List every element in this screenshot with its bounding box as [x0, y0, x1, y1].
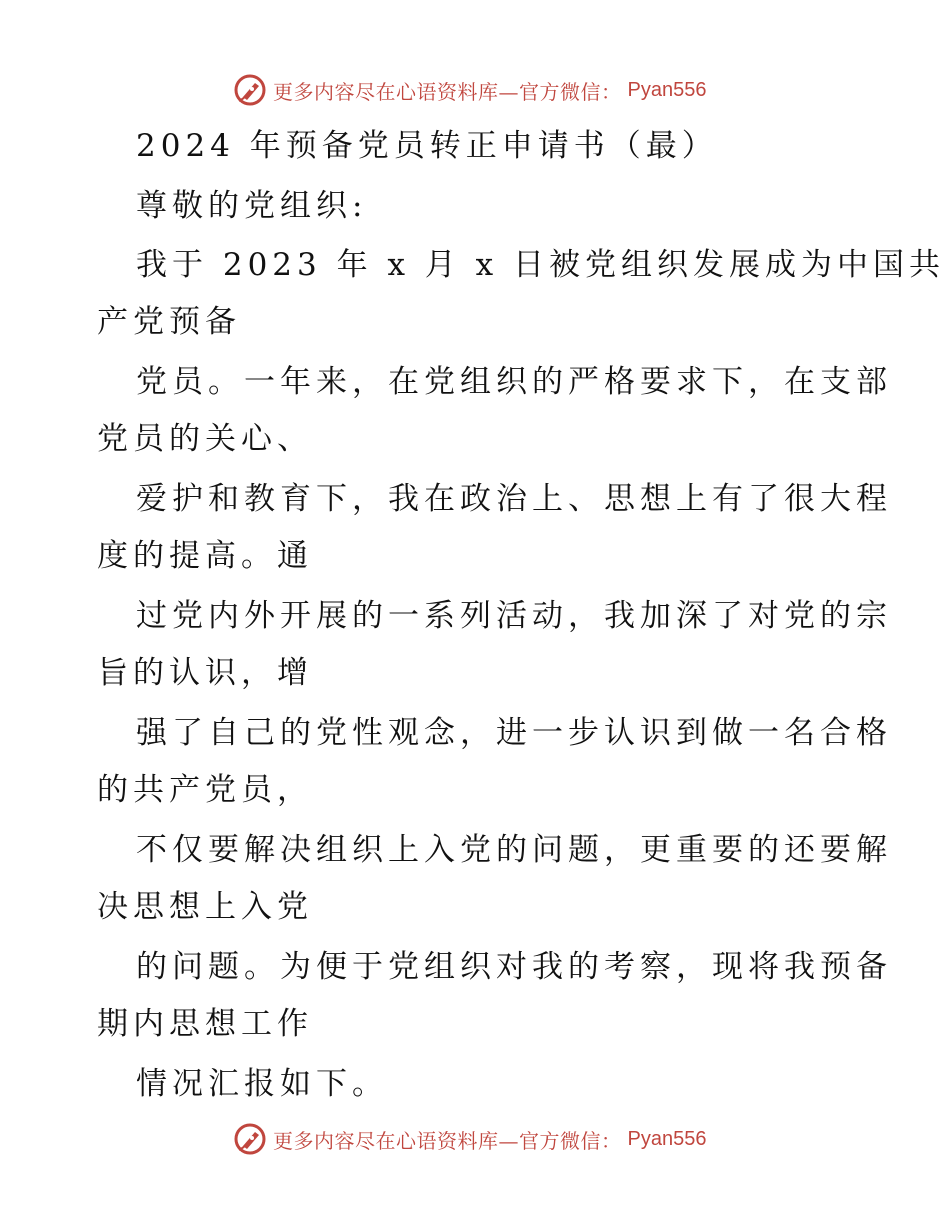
pen-nib-circle-icon [233, 73, 267, 107]
paragraph-line: 度的提高。通 [97, 538, 313, 574]
wechat-id: Pyan556 [627, 78, 707, 101]
banner-text: 更多内容尽在心语资料库—官方微信： [273, 1128, 622, 1153]
footer-banner [233, 1121, 706, 1157]
document-title: 2024 年预备党员转正申请书（最） [136, 128, 718, 164]
paragraph-line: 产党预备 [97, 304, 241, 340]
banner-text: 更多内容尽在心语资料库—官方微信： [273, 79, 622, 104]
paragraph-line: 的问题。为便于党组织对我的考察，现将我预备 [136, 949, 892, 985]
paragraph-line: 党员。一年来，在党组织的严格要求下，在支部 [136, 364, 892, 400]
paragraph-line: 党员的关心、 [97, 421, 313, 457]
wechat-id: Pyan556 [627, 1127, 707, 1150]
pen-nib-circle-icon [233, 1122, 267, 1156]
paragraph-line: 的共产党员， [97, 772, 313, 808]
salutation: 尊敬的党组织: [136, 188, 368, 224]
paragraph-line: 决思想上入党 [97, 889, 313, 925]
paragraph-line: 强了自己的党性观念，进一步认识到做一名合格 [136, 715, 892, 751]
paragraph-line: 旨的认识，增 [97, 655, 313, 691]
paragraph-line: 我于 2023 年 x 月 x 日被党组织发展成为中国共 [136, 247, 945, 283]
paragraph-line: 爱护和教育下，我在政治上、思想上有了很大程 [136, 481, 892, 517]
header-banner [233, 72, 706, 108]
paragraph-line: 期内思想工作 [97, 1006, 313, 1042]
paragraph-line: 过党内外开展的一系列活动，我加深了对党的宗 [136, 598, 892, 634]
paragraph-line: 不仅要解决组织上入党的问题，更重要的还要解 [136, 832, 892, 868]
paragraph-line: 情况汇报如下。 [136, 1066, 388, 1102]
